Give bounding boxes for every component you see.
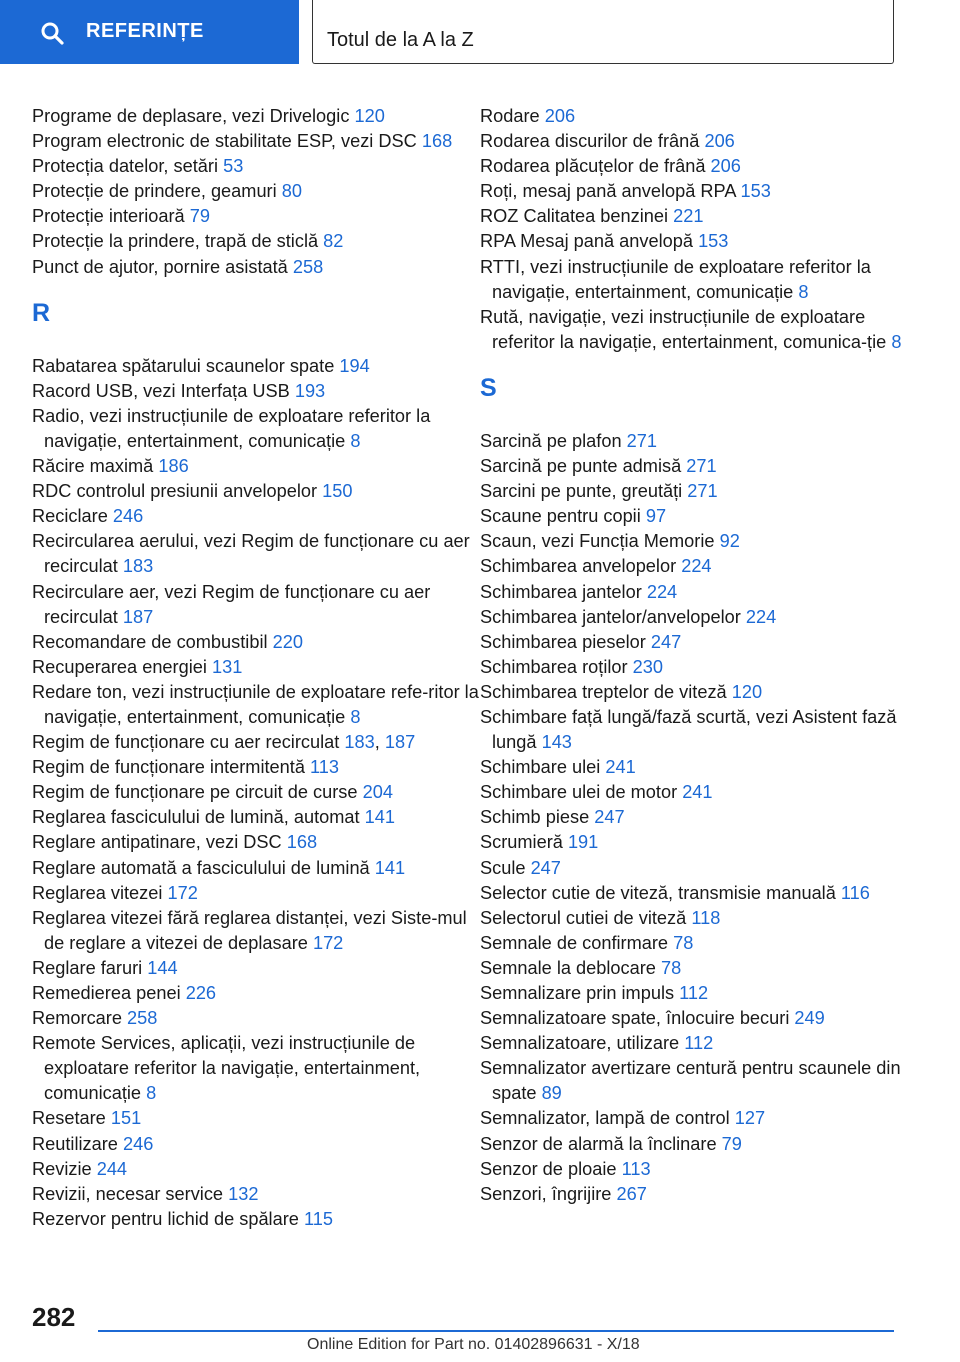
index-entry bbox=[32, 179, 482, 204]
index-entry bbox=[32, 780, 482, 805]
index-entry bbox=[32, 404, 482, 454]
index-entry bbox=[32, 104, 482, 129]
page-link[interactable]: 127 bbox=[734, 1108, 766, 1129]
index-entry-text: Recircularea aerului, vezi Regim de funcționare cu aer recirculat bbox=[32, 531, 470, 577]
index-entry bbox=[32, 881, 482, 906]
page-link[interactable]: 271 bbox=[687, 481, 718, 502]
index-entry bbox=[32, 354, 482, 379]
index-entry-text: Punct de ajutor, pornire asistată bbox=[32, 256, 288, 277]
index-entry-text: Regim de funcționare cu aer recirculat bbox=[32, 732, 340, 753]
page-link[interactable]: 206 bbox=[544, 106, 576, 126]
page-link[interactable]: 187 bbox=[122, 606, 154, 627]
page-link[interactable]: 230 bbox=[632, 656, 663, 677]
section-letter: S bbox=[480, 373, 497, 402]
index-entry bbox=[32, 856, 482, 881]
index-entry-text: Schimbare față lungă/fază scurtă, vezi Asistent fază lungă bbox=[480, 706, 897, 753]
page-link[interactable]: 115 bbox=[303, 1208, 333, 1229]
index-entry bbox=[32, 1031, 482, 1106]
index-entry bbox=[480, 554, 930, 579]
index-entry-text: Selector cutie de viteză, transmisie manuală bbox=[480, 882, 836, 903]
index-entry bbox=[32, 1182, 482, 1207]
page-link[interactable]: 168 bbox=[286, 832, 318, 853]
page-link[interactable]: 151 bbox=[110, 1108, 142, 1129]
index-entry-text: Semnalizatoare spate, înlocuire becuri bbox=[480, 1008, 790, 1029]
index-entry-text: Revizie bbox=[32, 1158, 92, 1179]
index-entry bbox=[32, 981, 482, 1006]
page-link[interactable]: 258 bbox=[127, 1008, 158, 1029]
index-entry-text: Revizii, necesar service bbox=[32, 1183, 224, 1204]
index-entry bbox=[480, 1056, 930, 1106]
index-entry bbox=[32, 906, 482, 956]
index-entry bbox=[480, 1031, 930, 1056]
page-link[interactable]: 172 bbox=[312, 932, 344, 953]
index-entry bbox=[480, 1182, 930, 1207]
index-entry-text: Schimbarea jantelor bbox=[480, 581, 642, 602]
page-link[interactable]: 113 bbox=[621, 1158, 651, 1179]
page-link[interactable]: 191 bbox=[567, 832, 599, 853]
index-entry bbox=[32, 255, 482, 280]
index-entry-text: Radio, vezi instrucțiunile de exploatare referitor la navigație, entertainment, comunicație bbox=[32, 405, 431, 451]
index-entry bbox=[480, 154, 930, 179]
index-entry bbox=[480, 755, 930, 780]
index-entry-text: Schimbare ulei de motor bbox=[480, 782, 678, 803]
index-entry-text: Răcire maximă bbox=[32, 456, 154, 477]
index-entry bbox=[32, 630, 482, 655]
index-entry-text: Senzor de alarmă la înclinare bbox=[480, 1133, 717, 1154]
page-link[interactable]: 246 bbox=[112, 506, 144, 527]
index-entry-text: Recirculare aer, vezi Regim de funcționare cu aer recirculat bbox=[32, 581, 431, 627]
index-entry-text: Roți, mesaj pană anvelopă RPA bbox=[480, 181, 736, 202]
index-entry bbox=[480, 931, 930, 956]
page-link[interactable]: 79 bbox=[721, 1133, 742, 1154]
header bbox=[0, 0, 960, 66]
page-link[interactable]: 150 bbox=[322, 481, 353, 502]
page-link[interactable]: 53 bbox=[223, 156, 244, 177]
index-entry-text: Semnalizare prin impuls bbox=[480, 983, 675, 1003]
page-link[interactable]: 224 bbox=[745, 606, 777, 627]
index-entry bbox=[32, 204, 482, 229]
index-entry-text: Rabatarea spătarului scaunelor spate bbox=[32, 355, 335, 376]
index-entry bbox=[32, 1006, 482, 1031]
page-link[interactable]: 8 bbox=[146, 1083, 157, 1104]
index-entry-text: ROZ Calitatea benzinei bbox=[480, 206, 669, 227]
index-entry-text: Semnale de confirmare bbox=[480, 932, 669, 953]
index-entry-text: Protecția datelor, setări bbox=[32, 156, 219, 177]
page-link[interactable]: 120 bbox=[731, 681, 763, 702]
index-entry: Regim de funcționare cu aer recirculat 183, 187 bbox=[32, 732, 416, 753]
index-entry bbox=[480, 179, 930, 204]
page-link[interactable]: 267 bbox=[616, 1183, 647, 1204]
index-entry bbox=[480, 680, 930, 705]
page-link[interactable]: 141 bbox=[374, 857, 406, 878]
index-entry bbox=[32, 956, 482, 981]
index-entry-text: Sarcină pe plafon bbox=[480, 430, 622, 451]
page-link[interactable]: 131 bbox=[211, 656, 243, 677]
page-link[interactable]: 247 bbox=[530, 857, 561, 878]
index-entry bbox=[32, 379, 482, 404]
index-entry bbox=[32, 755, 482, 780]
index-entry-text: Programe de deplasare, vezi Drivelogic bbox=[32, 106, 350, 126]
index-entry bbox=[32, 479, 482, 504]
index-entry bbox=[32, 680, 482, 730]
page-link[interactable]: 8 bbox=[350, 706, 361, 727]
index-entry-text: Semnalizator, lampă de control bbox=[480, 1108, 730, 1129]
page-link[interactable]: 112 bbox=[679, 983, 709, 1003]
index-entry-text: Senzori, îngrijire bbox=[480, 1183, 612, 1204]
index-entry-text: Recuperarea energiei bbox=[32, 656, 207, 677]
page-link[interactable]: 206 bbox=[710, 156, 741, 177]
index-entry bbox=[480, 1006, 930, 1031]
tab-a-to-z-label: Totul de la A la Z bbox=[327, 29, 474, 51]
index-entry-text: Semnalizator avertizare centură pentru scaunele din spate bbox=[480, 1058, 901, 1104]
page-link[interactable]: 183 bbox=[344, 732, 375, 753]
page-link[interactable]: 80 bbox=[281, 181, 302, 202]
index-entry-text: Selectorul cutiei de viteză bbox=[480, 907, 687, 928]
page-link[interactable]: 241 bbox=[605, 757, 636, 778]
page-link[interactable]: 247 bbox=[594, 807, 625, 828]
index-entry-text: RTTI, vezi instrucțiunile de exploatare referitor la navigație, entertainment, comunicație bbox=[480, 256, 871, 302]
index-entry bbox=[480, 630, 930, 655]
index-entry bbox=[480, 129, 930, 154]
page-link[interactable]: 246 bbox=[122, 1133, 154, 1154]
page-link[interactable]: 183 bbox=[122, 556, 154, 577]
index-entry bbox=[32, 805, 482, 830]
tab-references[interactable] bbox=[0, 0, 299, 64]
index-entry bbox=[32, 830, 482, 855]
page-link[interactable]: 224 bbox=[681, 556, 712, 577]
index-entry bbox=[32, 454, 482, 479]
index-entry-text: Semnale la deblocare bbox=[480, 957, 656, 978]
index-entry bbox=[32, 1157, 482, 1182]
index-entry-text: Protecție interioară bbox=[32, 206, 185, 227]
index-entry-text: Remorcare bbox=[32, 1008, 122, 1029]
page-link[interactable]: 226 bbox=[185, 983, 217, 1003]
page-link[interactable]: 132 bbox=[228, 1183, 259, 1204]
index-entry-text: Resetare bbox=[32, 1108, 106, 1129]
index-entry-text: Reglare automată a fasciculului de lumină bbox=[32, 857, 370, 878]
index-entry-text: Rodarea discurilor de frână bbox=[480, 131, 700, 152]
page-link[interactable]: 186 bbox=[158, 456, 189, 477]
index-entry bbox=[480, 204, 930, 229]
page-link[interactable]: 8 bbox=[350, 430, 361, 451]
index-entry bbox=[480, 1132, 930, 1157]
page-link[interactable]: 249 bbox=[794, 1008, 825, 1029]
index-entry bbox=[480, 454, 930, 479]
index-entry-text: Recomandare de combustibil bbox=[32, 631, 268, 652]
page-link[interactable]: 92 bbox=[719, 531, 740, 552]
page-link[interactable]: 247 bbox=[650, 631, 682, 652]
index-entry-text: Senzor de ploaie bbox=[480, 1158, 617, 1179]
index-entry bbox=[480, 529, 930, 554]
index-entry bbox=[480, 981, 930, 1006]
index-entry-text: Schimb piese bbox=[480, 807, 590, 828]
index-entry bbox=[480, 830, 930, 855]
page-link[interactable]: 116 bbox=[840, 882, 870, 903]
page-link[interactable]: 8 bbox=[891, 331, 902, 352]
page-link[interactable]: 194 bbox=[339, 355, 370, 376]
index-entry-text: RPA Mesaj pană anvelopă bbox=[480, 231, 693, 252]
index-entry bbox=[480, 305, 930, 355]
page-link[interactable]: 118 bbox=[691, 907, 721, 928]
index-entry bbox=[480, 255, 930, 305]
page-link[interactable]: 78 bbox=[661, 957, 682, 978]
index-entry bbox=[480, 104, 930, 129]
index-entry bbox=[480, 881, 930, 906]
index-entry-text: Schimbarea treptelor de viteză bbox=[480, 681, 727, 702]
page-link[interactable]: 8 bbox=[798, 281, 809, 302]
index-entry-text: RDC controlul presiunii anvelopelor bbox=[32, 481, 318, 502]
page-link[interactable]: 187 bbox=[384, 732, 416, 753]
index-entry-text: Sarcini pe punte, greutăți bbox=[480, 481, 683, 502]
page-link[interactable]: 89 bbox=[541, 1083, 562, 1104]
page-link[interactable]: 141 bbox=[364, 807, 395, 828]
index-entry bbox=[480, 856, 930, 881]
index-entry-text: Regim de funcționare pe circuit de curse bbox=[32, 782, 358, 803]
page-link[interactable]: 221 bbox=[673, 206, 704, 227]
page-link[interactable]: 172 bbox=[167, 882, 198, 903]
footer-divider bbox=[98, 1330, 894, 1332]
index-entry bbox=[32, 655, 482, 680]
index-entry-text: Program electronic de stabilitate ESP, vezi DSC bbox=[32, 131, 417, 152]
page-link[interactable]: 82 bbox=[323, 231, 344, 252]
index-entry bbox=[480, 780, 930, 805]
page-link[interactable]: 112 bbox=[684, 1033, 714, 1054]
footer-edition: Online Edition for Part no. 01402896631 - X/18 bbox=[307, 1336, 640, 1353]
index-entry-text: Redare ton, vezi instrucțiunile de exploatare refe-ritor la navigație, entertainment, comunicație bbox=[32, 681, 479, 727]
index-entry-text: Scule bbox=[480, 857, 526, 878]
index-entry bbox=[480, 504, 930, 529]
index-entry bbox=[480, 229, 930, 254]
index-entry bbox=[480, 479, 930, 504]
page-link[interactable]: 79 bbox=[189, 206, 210, 227]
page-link[interactable]: 168 bbox=[421, 131, 453, 152]
index-entry bbox=[480, 429, 930, 454]
index-entry-text: Regim de funcționare intermitentă bbox=[32, 757, 305, 778]
index-entry-text: Rută, navigație, vezi instrucțiunile de exploatare referitor la navigație, entertainment, comunica-ție bbox=[480, 306, 887, 352]
index-entry bbox=[32, 1132, 482, 1157]
index-entry bbox=[480, 655, 930, 680]
index-entry-text: Scaune pentru copii bbox=[480, 506, 641, 527]
index-entry bbox=[32, 229, 482, 254]
index-entry-text: Remote Services, aplicații, vezi instrucțiunile de exploatare referitor la navigație, entertainment, comunicație bbox=[32, 1033, 421, 1104]
index-entry-text: Schimbarea pieselor bbox=[480, 631, 646, 652]
index-entry-text: Remedierea penei bbox=[32, 983, 181, 1003]
index-entry bbox=[480, 956, 930, 981]
index-entry-text: Reutilizare bbox=[32, 1133, 118, 1154]
page-link[interactable]: 271 bbox=[626, 430, 657, 451]
page-link[interactable]: 244 bbox=[96, 1158, 128, 1179]
index-entry bbox=[480, 605, 930, 630]
page-link[interactable]: 241 bbox=[682, 782, 713, 803]
page-link[interactable]: 120 bbox=[354, 106, 385, 126]
index-entry bbox=[32, 1106, 482, 1131]
page-link[interactable]: 97 bbox=[645, 506, 667, 527]
index-entry-text: Semnalizatoare, utilizare bbox=[480, 1033, 680, 1054]
index-entry-text: Schimbarea roților bbox=[480, 656, 628, 677]
index-entry-text: Racord USB, vezi Interfața USB bbox=[32, 380, 290, 401]
page-link[interactable]: 224 bbox=[646, 581, 678, 602]
page-link[interactable]: 271 bbox=[686, 456, 717, 477]
index-column-right bbox=[480, 104, 930, 1207]
index-entry-text: Rodarea plăcuțelor de frână bbox=[480, 156, 706, 177]
index-entry-text: Reglarea vitezei fără reglarea distanței, vezi Siste-mul de reglare a vitezei de deplasare bbox=[32, 907, 467, 953]
index-entry bbox=[32, 580, 482, 630]
index-entry-text: Protecție de prindere, geamuri bbox=[32, 181, 277, 202]
index-entry bbox=[32, 154, 482, 179]
tab-a-to-z[interactable] bbox=[312, 0, 894, 64]
index-entry-text: Schimbare ulei bbox=[480, 757, 601, 778]
index-entry bbox=[480, 1106, 930, 1131]
index-entry-text: Reglarea vitezei bbox=[32, 882, 163, 903]
index-entry-text: Rodare bbox=[480, 106, 540, 126]
section-letter: R bbox=[32, 298, 51, 327]
index-entry bbox=[480, 906, 930, 931]
page-link[interactable]: 113 bbox=[310, 757, 340, 778]
index-entry bbox=[480, 1157, 930, 1182]
index-entry-text: Reglare faruri bbox=[32, 957, 143, 978]
index-column-left bbox=[32, 104, 482, 1232]
page-link[interactable]: 153 bbox=[740, 181, 771, 202]
index-entry-text: Reglarea fasciculului de lumină, automat bbox=[32, 807, 360, 828]
index-entry-text: Reciclare bbox=[32, 506, 108, 527]
index-entry-text: Reglare antipatinare, vezi DSC bbox=[32, 832, 282, 853]
page-link[interactable]: 193 bbox=[294, 380, 326, 401]
page-link[interactable]: 204 bbox=[362, 782, 393, 803]
tab-references-label: REFERINȚE bbox=[86, 20, 204, 42]
page-link[interactable]: 258 bbox=[292, 256, 324, 277]
index-entry-text: Sarcină pe punte admisă bbox=[480, 456, 682, 477]
page-link[interactable]: 206 bbox=[704, 131, 735, 152]
index-entry-text: Schimbarea anvelopelor bbox=[480, 556, 677, 577]
index-entry bbox=[32, 529, 482, 579]
page-link[interactable]: 220 bbox=[272, 631, 303, 652]
page-link[interactable]: 153 bbox=[698, 231, 729, 252]
page-link[interactable]: 78 bbox=[673, 932, 694, 953]
page-number: 282 bbox=[32, 1302, 76, 1332]
index-entry bbox=[32, 504, 482, 529]
index-entry-text: Rezervor pentru lichid de spălare bbox=[32, 1208, 299, 1229]
page-link[interactable]: 143 bbox=[541, 732, 572, 753]
index-entry-text: Schimbarea jantelor/anvelopelor bbox=[480, 606, 741, 627]
search-icon bbox=[40, 21, 64, 45]
index-entry bbox=[480, 805, 930, 830]
index-entry-text: Scaun, vezi Funcția Memorie bbox=[480, 531, 715, 552]
index-entry-text: Protecție la prindere, trapă de sticlă bbox=[32, 231, 319, 252]
index-entry-text: Scrumieră bbox=[480, 832, 563, 853]
index-entry bbox=[32, 1207, 482, 1232]
index-entry bbox=[480, 580, 930, 605]
page-link[interactable]: 144 bbox=[147, 957, 178, 978]
index-entry bbox=[32, 129, 482, 154]
index-entry bbox=[480, 705, 930, 755]
